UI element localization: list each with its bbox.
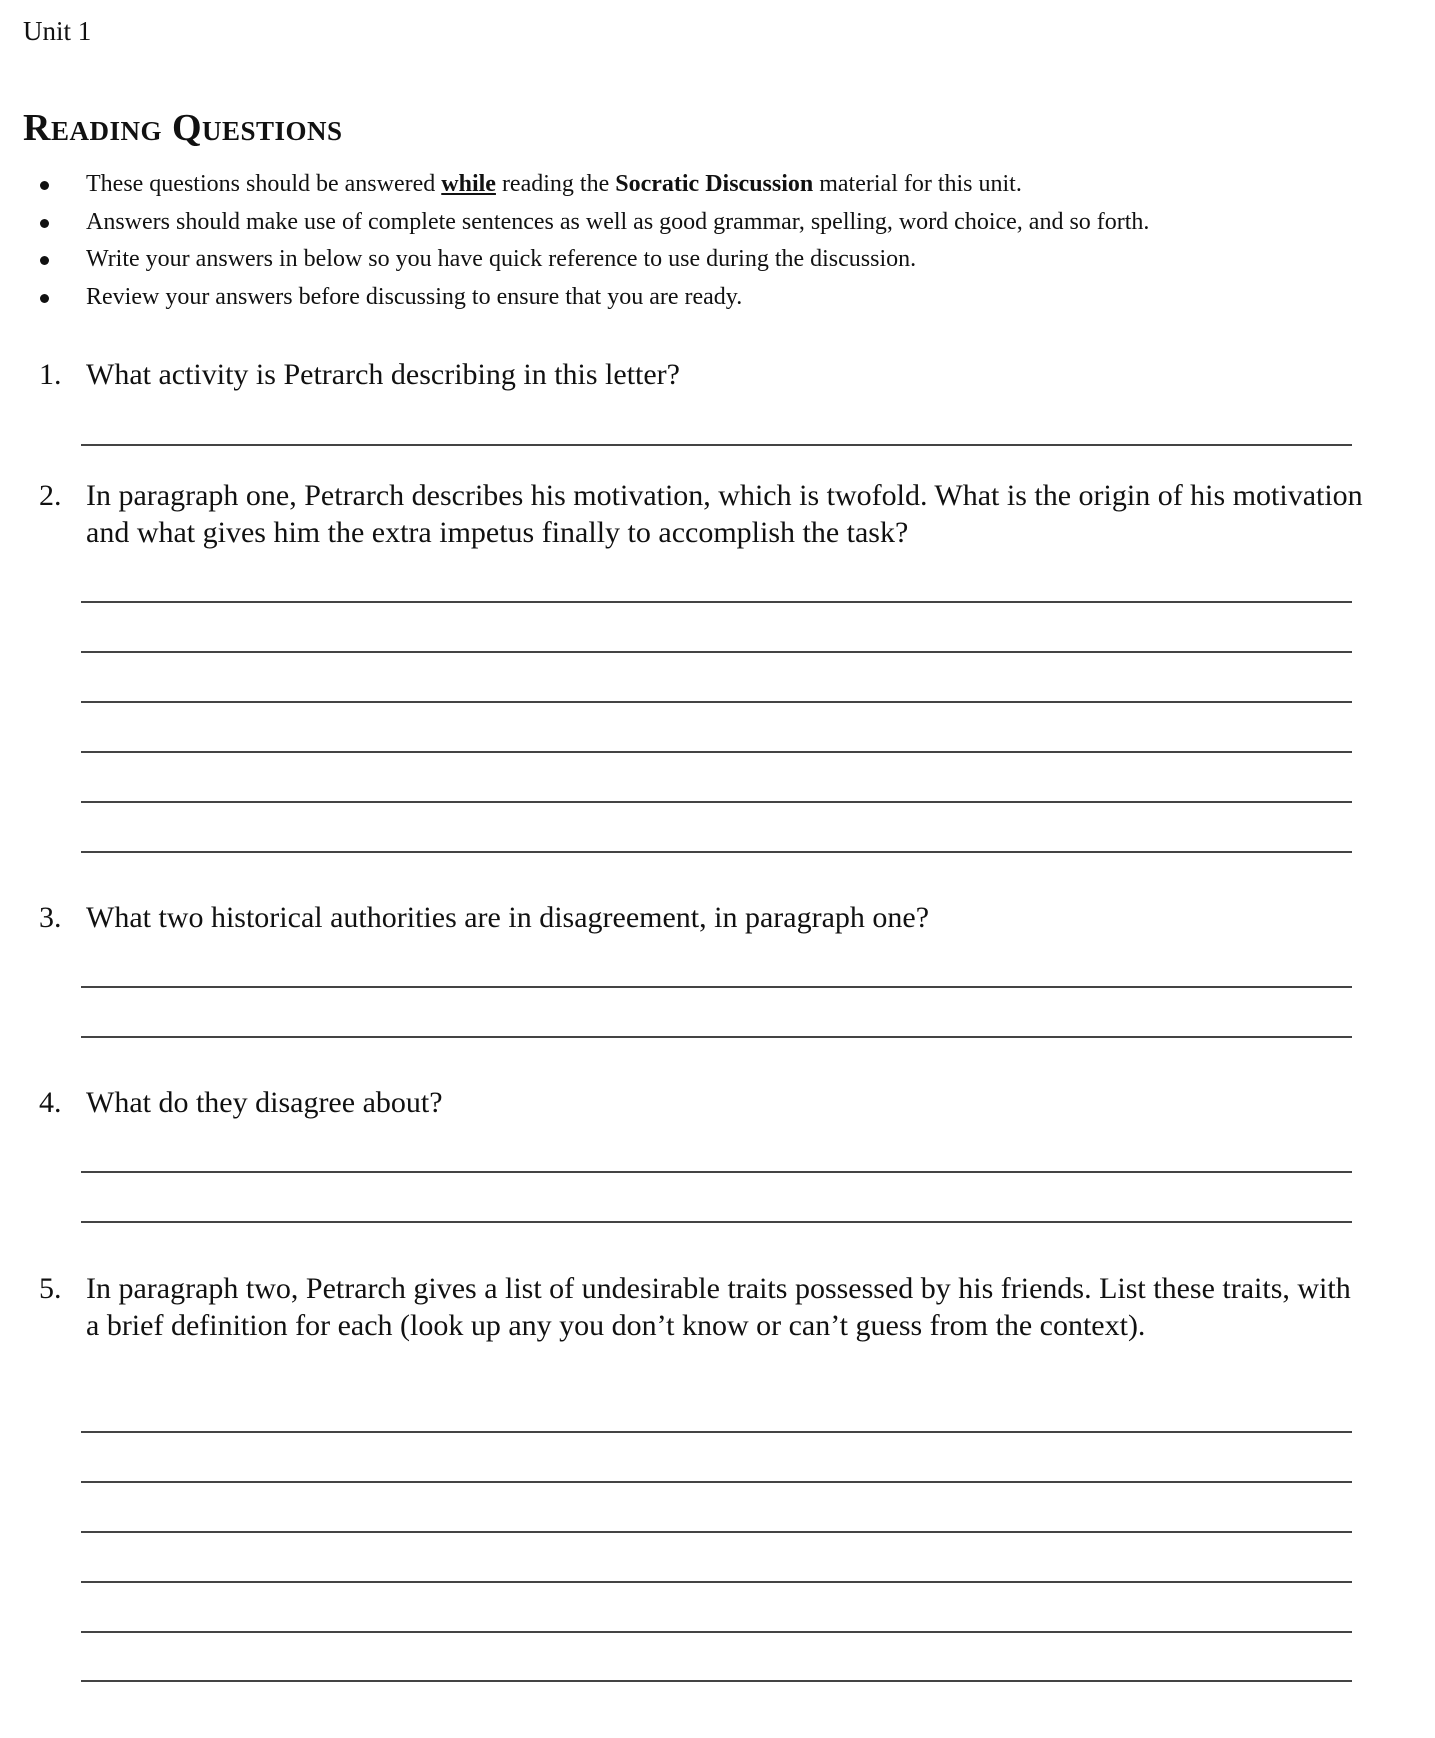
question-number: 1. xyxy=(39,358,62,391)
answer-line[interactable] xyxy=(81,1171,1352,1173)
instruction-item: Write your answers in below so you have quick reference to use during the discussion. xyxy=(0,241,1149,279)
answer-line[interactable] xyxy=(81,444,1352,446)
bullet-icon xyxy=(40,181,49,190)
answer-line[interactable] xyxy=(81,651,1352,653)
question-number: 5. xyxy=(39,1272,62,1305)
question-number: 2. xyxy=(39,479,62,512)
bullet-icon xyxy=(40,294,49,303)
answer-line[interactable] xyxy=(81,1531,1352,1533)
answer-line[interactable] xyxy=(81,1431,1352,1433)
question-number: 3. xyxy=(39,901,62,934)
question-text: What two historical authorities are in disagreement, in paragraph one? xyxy=(86,901,930,934)
answer-line[interactable] xyxy=(81,751,1352,753)
answer-line[interactable] xyxy=(81,1036,1352,1038)
bullet-icon xyxy=(40,219,49,228)
emphasis-while: while xyxy=(441,171,496,197)
bullet-icon xyxy=(40,256,49,265)
answer-line[interactable] xyxy=(81,1680,1352,1682)
instruction-item: Review your answers before discussing to ensure that you are ready. xyxy=(0,279,1149,317)
answer-line[interactable] xyxy=(81,1581,1352,1583)
instruction-item: These questions should be answered while reading the Socratic Discussion material for this unit. xyxy=(0,166,1149,204)
answer-line[interactable] xyxy=(81,851,1352,853)
answer-line[interactable] xyxy=(81,701,1352,703)
page-title: Reading Questions xyxy=(23,107,343,149)
question-text: What activity is Petrarch describing in this letter? xyxy=(86,358,680,391)
question-text: What do they disagree about? xyxy=(86,1086,443,1119)
question-text: In paragraph one, Petrarch describes his motivation, which is twofold. What is the origin of his motivation and what gives him the extra impetus finally to accomplish the task? xyxy=(86,479,1363,549)
answer-line[interactable] xyxy=(81,1481,1352,1483)
answer-line[interactable] xyxy=(81,1221,1352,1223)
answer-line[interactable] xyxy=(81,601,1352,603)
unit-label: Unit 1 xyxy=(23,16,92,46)
instructions-list xyxy=(0,166,1149,316)
answer-line[interactable] xyxy=(81,1631,1352,1633)
question-number: 4. xyxy=(39,1086,62,1119)
instruction-item: Answers should make use of complete sentences as well as good grammar, spelling, word choice, and so forth. xyxy=(0,204,1149,242)
answer-line[interactable] xyxy=(81,986,1352,988)
question-text: In paragraph two, Petrarch gives a list of undesirable traits possessed by his friends. List these traits, with a brief definition for each (look up any you don’t know or can’t guess from the context). xyxy=(86,1272,1351,1342)
emphasis-socratic-discussion: Socratic Discussion xyxy=(615,171,814,197)
answer-line[interactable] xyxy=(81,801,1352,803)
